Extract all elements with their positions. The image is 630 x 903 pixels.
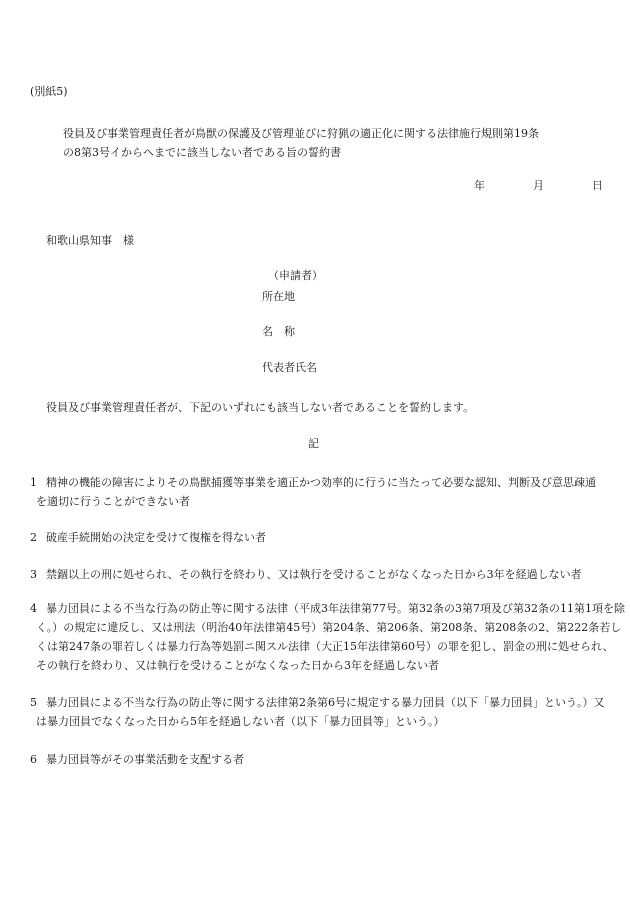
item-line: 破産手続開始の決定を受けて復権を得ない者 [46, 531, 266, 544]
date-month-label: 月 [533, 179, 544, 192]
item-line: は暴力団員でなくなった日から5年を経過しない者（以下「暴力団員等」という。） [36, 715, 445, 728]
item-text [46, 565, 616, 584]
address-label: 所在地 [262, 290, 295, 303]
item-line: く。）の規定に違反し、又は刑法（明治40年法律第45号）第204条、第206条、第208条、第208条の2、第222条若し [36, 621, 622, 634]
title-line-2: の8第3号イからヘまでに該当しない者である旨の誓約書 [63, 146, 341, 159]
item-text [46, 528, 616, 547]
date-year-label: 年 [474, 179, 485, 192]
date-day-label: 日 [592, 179, 603, 192]
item-number: 1 [30, 476, 37, 489]
addressee: 和歌山県知事 様 [46, 234, 134, 247]
document-title [63, 124, 603, 162]
item-number: 6 [30, 753, 37, 766]
item-text [36, 693, 616, 731]
item-line: 暴力団員による不当な行為の防止等に関する法律（平成3年法律第77号。第32条の3第7項及び第32条の11第1項を除 [46, 602, 625, 615]
item-line: くは第247条の罪若しくは暴力行為等処罰ニ関スル法律（大正15年法律第60号）の罪を犯し、罰金の刑に処せられ、 [36, 640, 614, 653]
title-line-1: 役員及び事業管理責任者が鳥獣の保護及び管理並びに狩猟の適正化に関する法律施行規則第19条 [63, 127, 539, 140]
item-line: その執行を終わり、又は執行を受けることがなくなった日から3年を経過しない者 [36, 659, 439, 672]
form-number: (別紙5) [30, 85, 68, 98]
item-number: 3 [30, 568, 37, 581]
item-number: 4 [30, 602, 37, 615]
pledge-statement: 役員及び事業管理責任者が、下記のいずれにも該当しない者であることを誓約します。 [46, 401, 475, 414]
item-text [36, 473, 616, 511]
item-line: を適切に行うことができない者 [36, 495, 190, 508]
representative-label: 代表者氏名 [262, 361, 317, 374]
item-line: 精神の機能の障害によりその鳥獣捕獲等事業を適正かつ効率的に行うに当たって必要な認知、判断及び意思疎通 [46, 476, 596, 489]
company-name-label: 名 称 [262, 325, 295, 338]
item-text [36, 599, 625, 675]
item-line: 禁錮以上の刑に処せられ、その執行を終わり、又は執行を受けることがなくなった日から3年を経過しない者 [46, 568, 582, 581]
item-number: 5 [30, 696, 37, 709]
item-number: 2 [30, 531, 37, 544]
date-line [474, 176, 603, 195]
item-text [46, 750, 616, 769]
item-line: 暴力団員等がその事業活動を支配する者 [46, 753, 244, 766]
item-line: 暴力団員による不当な行為の防止等に関する法律第2条第6号に規定する暴力団員（以下「暴力団員」という。）又 [46, 696, 605, 709]
ki-heading: 記 [308, 437, 319, 450]
applicant-label: （申請者） [268, 269, 323, 282]
